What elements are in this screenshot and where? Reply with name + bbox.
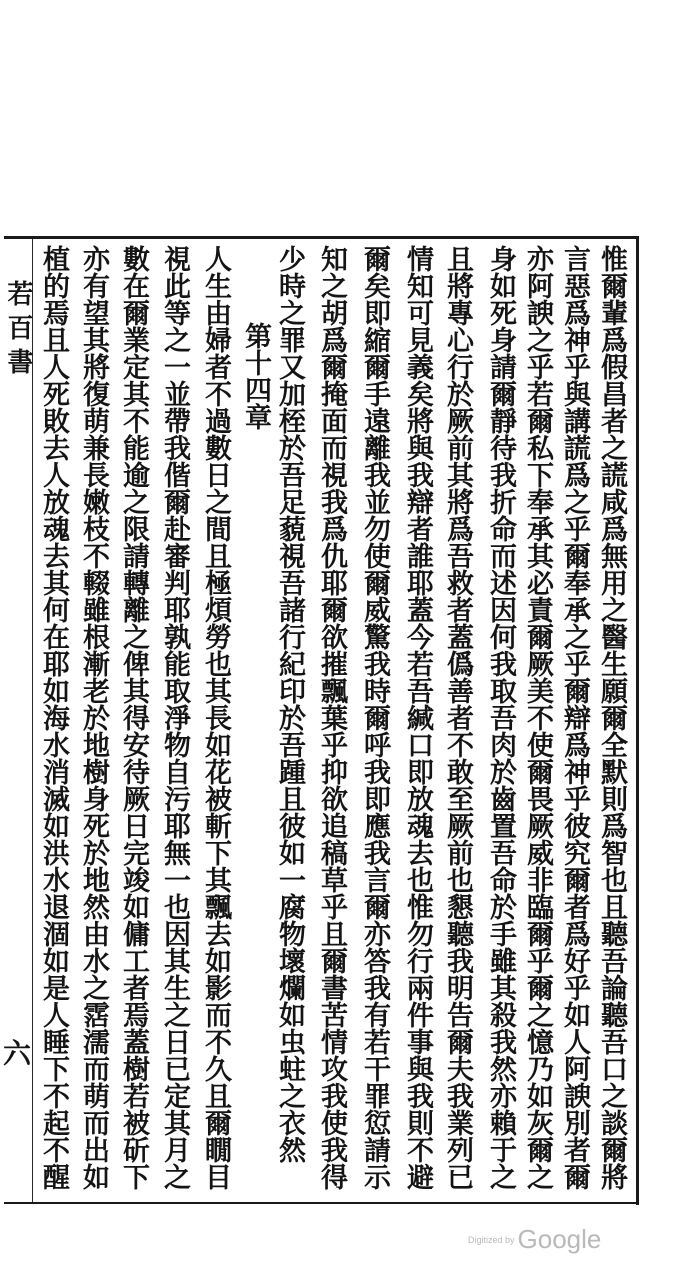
frame-bottom-rule (4, 1202, 638, 1204)
text-column: 亦阿諛之乎若爾私下奉承其必責爾厥美不使爾畏厥威非臨爾乎爾之憶乃如灰爾之 (522, 245, 553, 1190)
text-column: 人生由婦者不過數日之間且極煩勞也其長如花被斬下其飄去如影而不久且爾瞯目 (200, 245, 231, 1190)
margin-rule (32, 239, 33, 1202)
text-column: 知之胡爲爾掩面而視我爲仇耶爾欲摧飄葉乎抑欲追稿草乎且爾書苦情攻我使我得 (316, 245, 347, 1190)
page-number: 六 (2, 1037, 31, 1070)
text-column: 亦有望其將復萌兼長嫩枝不輟雖根漸老於地樹身死於地然由水之霑濡而萌而出如 (78, 245, 109, 1190)
chapter-heading: 第十四章 (240, 322, 271, 430)
text-column: 身如死身請爾靜待我折命而述因何我取吾肉於齒置吾命於手雖其殺我然亦賴于之 (485, 245, 516, 1190)
watermark-prefix: Digitized by (468, 1234, 515, 1245)
text-column: 言惡爲神乎與講謊爲之乎爾奉承之乎爾辯爲神乎彼究爾者爲好乎如人阿諛別者爾 (559, 245, 590, 1190)
text-column: 植的焉且人死敗去人放魂去其何在耶如海水消滅如洪水退涸如是人睡下不起不醒 (38, 245, 69, 1190)
text-column: 惟爾輩爲假昌者之謊咸爲無用之醫生願爾全默則爲智也且聽吾論聽吾口之談爾將 (596, 245, 627, 1190)
text-column: 情知可見義矣將與我辯者誰耶蓋今若吾緘口即放魂去也惟勿行兩件事與我則不避 (402, 245, 433, 1190)
text-column: 爾矣即縮爾手遠離我並勿使爾威驚我時爾呼我即應我言爾亦答我有若干罪愆請示 (359, 245, 390, 1190)
frame-right-rule (636, 236, 639, 1205)
text-column: 少時之罪又加桎於吾足藐視吾諸行紀印於吾踵且彼如一腐物壞爛如虫蛀之衣然 (274, 245, 305, 1163)
text-column: 視此等之一並帶我偕爾赴審判耶孰能取淨物自污耶無一也因其生之日已定其月之 (159, 245, 190, 1190)
digitized-watermark (468, 1224, 601, 1255)
google-logo: Google (517, 1224, 602, 1254)
running-title: 若百書 (3, 280, 33, 382)
text-column: 數在爾業定其不能逾之限請轉離之俾其得安待厥日完竣如傭工者焉蓋樹若被斫下 (118, 245, 149, 1190)
frame-top-rule (4, 236, 638, 239)
text-column: 且將專心行於厥前其將爲吾救者蓋僞善者不敢至厥前也懇聽我明告爾夫我業列已 (442, 245, 473, 1190)
